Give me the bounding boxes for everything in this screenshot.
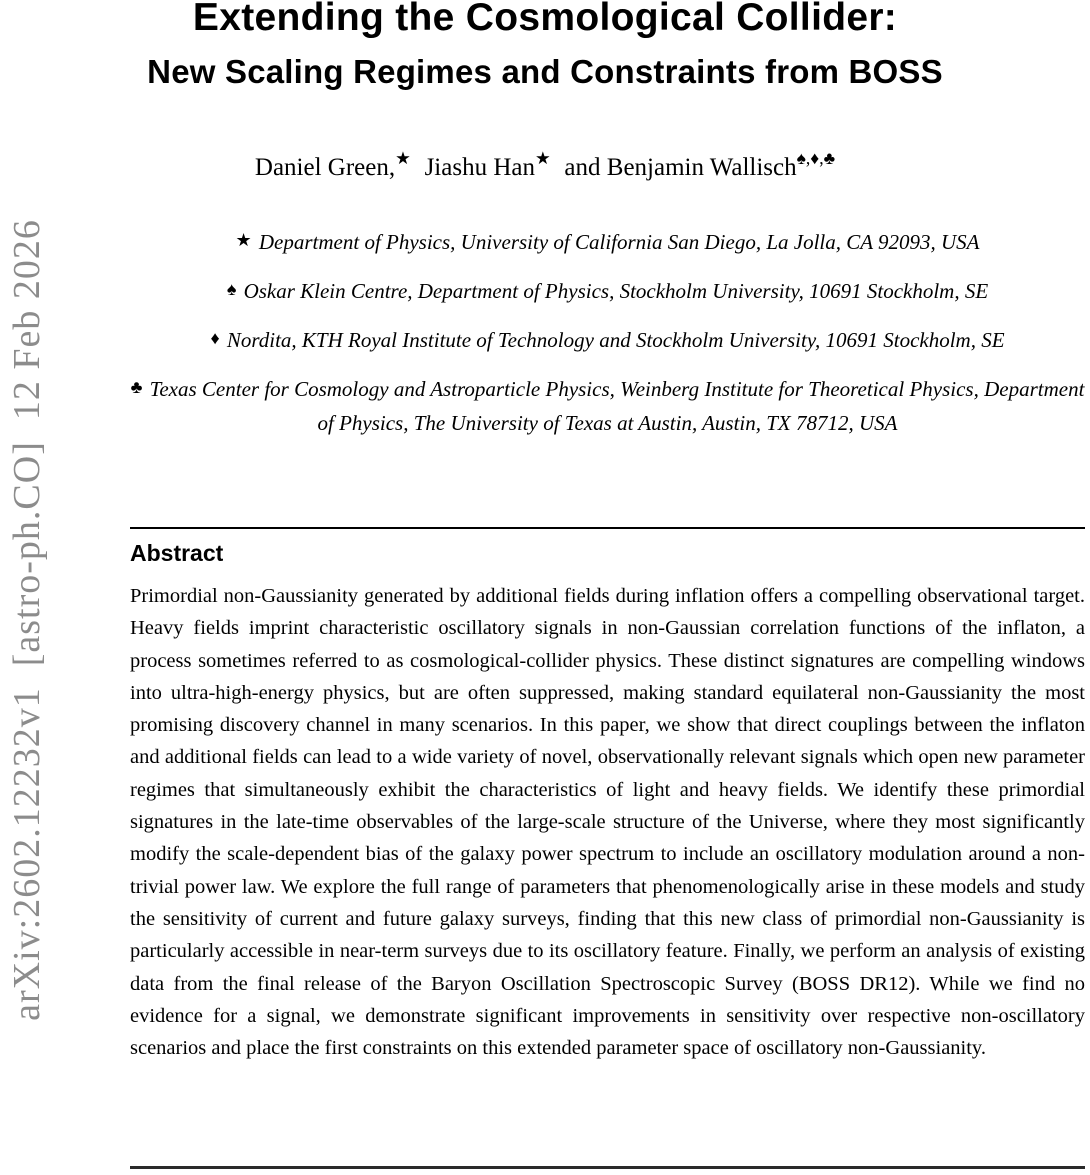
- author-2-name: Jiashu Han: [424, 154, 535, 182]
- affiliation-item-3: [130, 324, 1085, 358]
- author-1: [254, 148, 411, 182]
- author-3-name: and Benjamin Wallisch: [564, 154, 797, 182]
- author-1-affiliation-mark: ★: [395, 148, 411, 168]
- affiliation-item-2: [130, 275, 1085, 309]
- author-3: [564, 148, 836, 182]
- spade-icon: ♠: [226, 279, 237, 299]
- affiliation-item-4: [130, 373, 1085, 440]
- author-2-affiliation-mark: ★: [534, 148, 551, 168]
- author-2: [424, 148, 551, 182]
- author-3-affiliation-mark: ♠,♦,♣: [796, 148, 836, 168]
- author-1-name: Daniel Green,: [254, 154, 396, 182]
- affiliation-text-1: Department of Physics, University of California San Diego, La Jolla, CA 92093, USA: [258, 230, 980, 254]
- affiliation-text-2: Oskar Klein Centre, Department of Physics, Stockholm University, 10691 Stockholm, SE: [243, 279, 989, 303]
- club-icon: ♣: [130, 377, 143, 397]
- star-icon: ★: [235, 230, 252, 250]
- affiliation-text-3: Nordita, KTH Royal Institute of Technology and Stockholm University, 10691 Stockholm, SE: [226, 328, 1005, 352]
- affiliation-list: [130, 226, 1085, 440]
- affiliation-item-1: [130, 226, 1085, 260]
- paper-title-line2: New Scaling Regimes and Constraints from BOSS: [147, 53, 943, 90]
- affiliation-text-4: Texas Center for Cosmology and Astroparticle Physics, Weinberg Institute for Theoretical Physics, Department of Physics, The University of Texas at Austin, Austin, TX 78712, USA: [149, 377, 1085, 435]
- abstract-section: [130, 540, 1085, 1064]
- title-block: [0, 0, 1090, 91]
- abstract-bottom-rule: [130, 1166, 1085, 1169]
- arxiv-watermark: arXiv:2602.12232v1 [astro-ph.CO] 12 Feb 2026: [6, 219, 48, 1021]
- diamond-icon: ♦: [210, 328, 220, 348]
- abstract-text: Primordial non-Gaussianity generated by additional fields during inflation offers a compelling observational target. Heavy fields imprint characteristic oscillatory signals in non-Gaussian correlation functions of the inflaton, a process sometimes referred to as cosmological-collider physics. These distinct signatures are compelling windows into ultra-high-energy physics, but are often suppressed, making standard equilateral non-Gaussianity the most promising discovery channel in many scenarios. In this paper, we show that direct couplings between the inflaton and additional fields can lead to a wide variety of novel, observationally relevant signals which open new parameter regimes that simultaneously exhibit the characteristics of light and heavy fields. We identify these primordial signatures in the late-time observables of the large-scale structure of the Universe, where they most significantly modify the scale-dependent bias of the galaxy power spectrum to include an oscillatory modulation around a non-trivial power law. We explore the full range of parameters that phenomenologically arise in these models and study the sensitivity of current and future galaxy surveys, finding that this new class of primordial non-Gaussianity is particularly accessible in near-term surveys due to its oscillatory feature. Finally, we perform an analysis of existing data from the final release of the Baryon Oscillation Spectroscopic Survey (BOSS DR12). While we find no evidence for a signal, we demonstrate significant improvements in sensitivity over respective non-oscillatory scenarios and place the first constraints on this extended parameter space of oscillatory non-Gaussianity.: [130, 585, 1085, 1060]
- author-line: [0, 150, 1090, 182]
- abstract-heading: Abstract: [130, 540, 224, 566]
- paper-title-line1: Extending the Cosmological Collider:: [192, 0, 898, 39]
- abstract-top-rule: [130, 527, 1085, 529]
